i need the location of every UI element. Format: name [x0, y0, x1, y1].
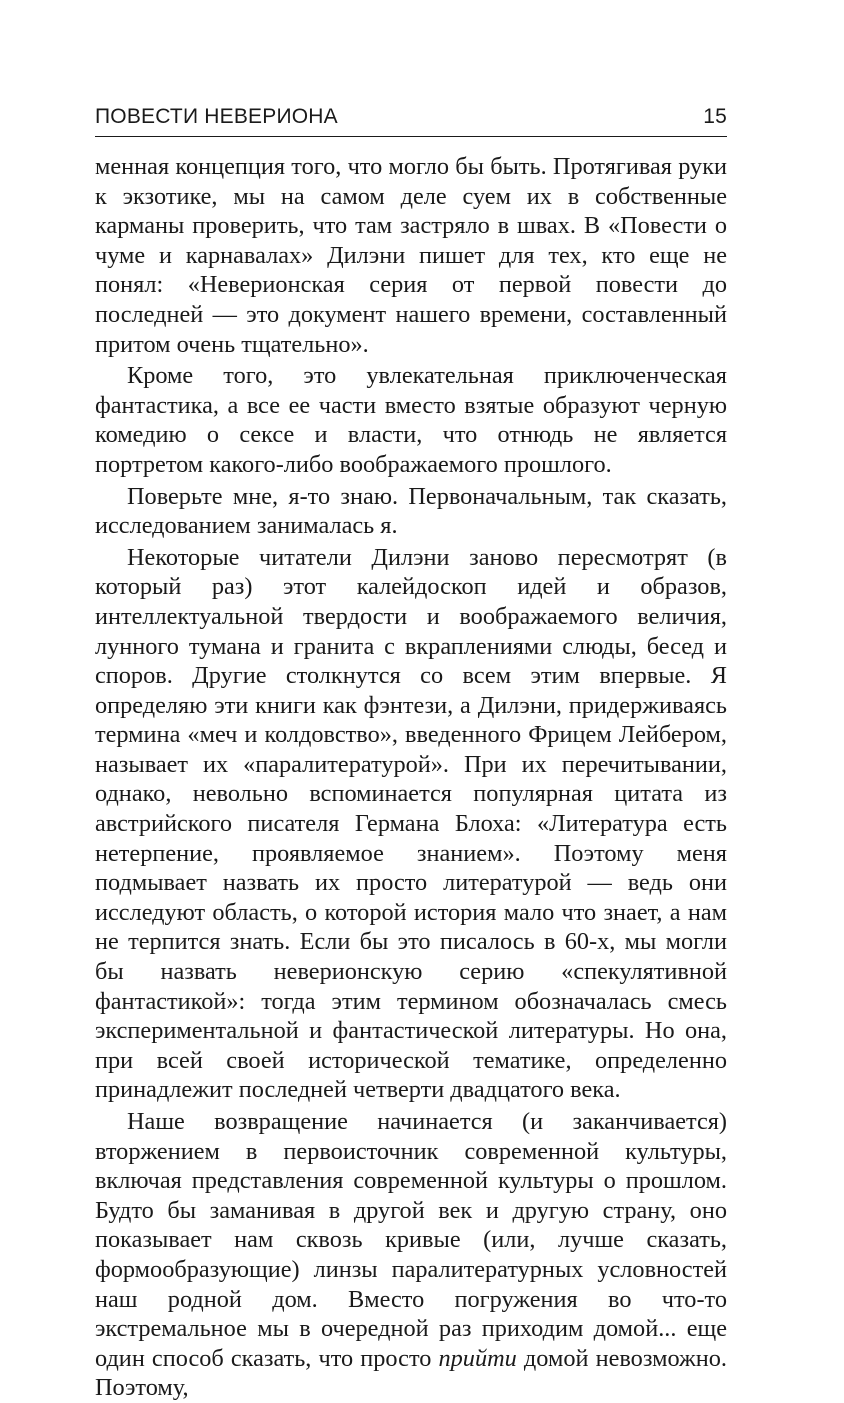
- paragraph: [95, 543, 727, 1105]
- running-head-title: ПОВЕСТИ НЕВЕРИОНА: [95, 105, 338, 128]
- running-head: [95, 104, 727, 137]
- paragraph: [95, 482, 727, 541]
- book-page: [95, 104, 727, 1403]
- paragraph: [95, 1107, 727, 1403]
- paragraph-text: Наше возвращение начинается (и заканчивается) вторжением в первоисточник современной культуры, включая представления современной культуры о прошлом. Будто бы заманивая в другой век и другую страну, оно показывает нам сквозь кривые (или, лучше сказать, формообразующие) линзы паралитературных условностей наш родной дом. Вместо погружения во что-то экстремальное мы в очередной раз приходим домой... еще один способ сказать, что просто: [95, 1108, 727, 1372]
- paragraph-text: Некоторые читатели Дилэни заново пересмотрят (в который раз) этот калейдоскоп идей и образов, интеллектуальной твердости и воображаемого величия, лунного тумана и гранита с вкраплениями слюды, бесед и споров. Другие столкнутся со всем этим впервые. Я определяю эти книги как фэнтези, а Дилэни, придерживаясь термина «меч и колдовство», введенного Фрицем Лейбером, называет их «паралитературой». При их перечитывании, однако, невольно вспоминается популярная цитата из австрийского писателя Германа Блоха: «Литература есть нетерпение, проявляемое знанием». Поэтому меня подмывает назвать их просто литературой — ведь они исследуют область, о которой история мало что знает, а нам не терпится знать. Если бы это писалось в 60-х, мы могли бы назвать неверионскую серию «спекулятивной фантастикой»: тогда этим термином обозначалась смесь экспериментальной и фантастической литературы. Но она, при всей своей исторической тематике, определенно принадлежит последней четверти двадцатого века.: [95, 543, 727, 1104]
- paragraph: [95, 361, 727, 479]
- body-text: [95, 152, 727, 1403]
- paragraph: [95, 152, 727, 359]
- paragraph-text: Поверьте мне, я-то знаю. Первоначальным, так сказать, исследованием занималась я.: [95, 482, 727, 540]
- paragraph-text: Кроме того, это увлекательная приключенческая фантастика, а все ее части вместо взятые образуют черную комедию о сексе и власти, что отнюдь не является портретом какого-либо воображаемого прошлого.: [95, 362, 727, 478]
- italic-word: прийти: [438, 1344, 517, 1372]
- paragraph-text: менная концепция того, что могло бы быть. Протягивая руки к экзотике, мы на самом деле суем их в собственные карманы проверить, что там застряло в швах. В «Повести о чуме и карнавалах» Дилэни пишет для тех, кто еще не понял: «Неверионская серия от первой повести до последней — это документ нашего времени, составленный притом очень тщательно».: [95, 153, 727, 358]
- page-number: 15: [703, 105, 727, 128]
- paragraph-text: домой невозможно. Поэтому,: [95, 1344, 727, 1402]
